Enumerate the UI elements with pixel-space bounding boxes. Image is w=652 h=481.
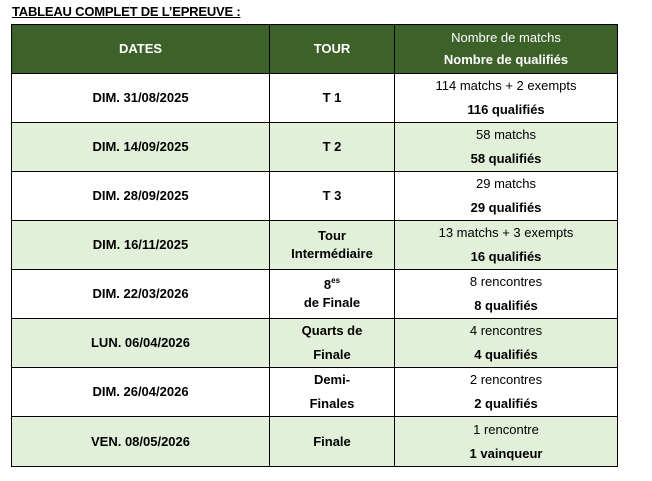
row-count: [395, 123, 618, 172]
row-tour-line2: Intermédiaire: [291, 246, 373, 261]
table-row-round-of-16: [12, 270, 618, 319]
page-title: TABLEAU COMPLET DE L’EPREUVE :: [12, 4, 241, 19]
header-dates: DATES: [12, 25, 270, 74]
row-date: DIM. 26/04/2026: [12, 368, 270, 417]
header-tour: TOUR: [270, 25, 395, 74]
row-tour: [270, 221, 395, 270]
table-row-intermediate: [12, 221, 618, 270]
row-qualified: 4 qualifiés: [474, 347, 538, 362]
row-date: DIM. 22/03/2026: [12, 270, 270, 319]
row-tour: T 2: [270, 123, 395, 172]
row-matches: 8 rencontres: [469, 274, 543, 289]
row-qualified: 58 qualifiés: [470, 151, 542, 166]
row-qualified: 1 vainqueur: [469, 445, 543, 461]
row-date: VEN. 08/05/2026: [12, 417, 270, 467]
row-count: [395, 74, 618, 123]
row-matches: 2 rencontres: [469, 372, 543, 387]
row-qualified: 29 qualifiés: [470, 200, 542, 215]
row-tour-line2: Finale: [313, 347, 351, 362]
row-qualified: 16 qualifiés: [470, 249, 542, 264]
row-tour: [270, 368, 395, 417]
row-date: DIM. 31/08/2025: [12, 74, 270, 123]
row-count: [395, 172, 618, 221]
row-tour-line1: [270, 276, 394, 294]
row-tour: Finale: [270, 417, 395, 467]
row-tour: [270, 270, 395, 319]
row-count: [395, 368, 618, 417]
row-date: DIM. 14/09/2025: [12, 123, 270, 172]
row-qualified: 8 qualifiés: [474, 298, 538, 313]
row-tour: T 1: [270, 74, 395, 123]
table-row-t1: [12, 74, 618, 123]
table-row-quarter-finals: [12, 319, 618, 368]
header-qualified: Nombre de qualifiés: [443, 52, 569, 67]
row-matches: 4 rencontres: [469, 323, 543, 338]
table-header-row: [12, 25, 618, 74]
row-tour: [270, 319, 395, 368]
row-tour-line2: de Finale: [303, 295, 361, 310]
header-matches: Nombre de matchs: [451, 30, 561, 45]
row-date: DIM. 28/09/2025: [12, 172, 270, 221]
row-matches: 29 matchs: [476, 176, 536, 191]
row-tour-line1: Demi-: [313, 372, 351, 387]
row-qualified: 2 qualifiés: [474, 396, 538, 411]
row-count: [395, 221, 618, 270]
schedule-table: [11, 24, 618, 467]
row-matches: 58 matchs: [476, 127, 536, 142]
row-tour-line1: Quarts de: [301, 323, 363, 338]
row-tour: T 3: [270, 172, 395, 221]
row-matches: 114 matchs + 2 exempts: [435, 78, 577, 93]
row-tour-line1: Tour: [318, 228, 346, 243]
table-row-final: [12, 417, 618, 467]
table-row-t3: [12, 172, 618, 221]
row-count: [395, 270, 618, 319]
row-qualified: 116 qualifiés: [467, 102, 545, 117]
row-matches: 1 rencontre: [473, 421, 539, 437]
row-tour-line2: Finales: [309, 396, 355, 411]
table-row-t2: [12, 123, 618, 172]
header-count: [395, 25, 618, 74]
row-tour-superscript: es: [331, 276, 341, 285]
row-tour-number: 8: [323, 277, 332, 292]
row-date: LUN. 06/04/2026: [12, 319, 270, 368]
table-row-semi-finals: [12, 368, 618, 417]
row-matches: 13 matchs + 3 exempts: [438, 225, 574, 240]
row-date: DIM. 16/11/2025: [12, 221, 270, 270]
row-count: [395, 319, 618, 368]
row-count: [395, 417, 618, 467]
